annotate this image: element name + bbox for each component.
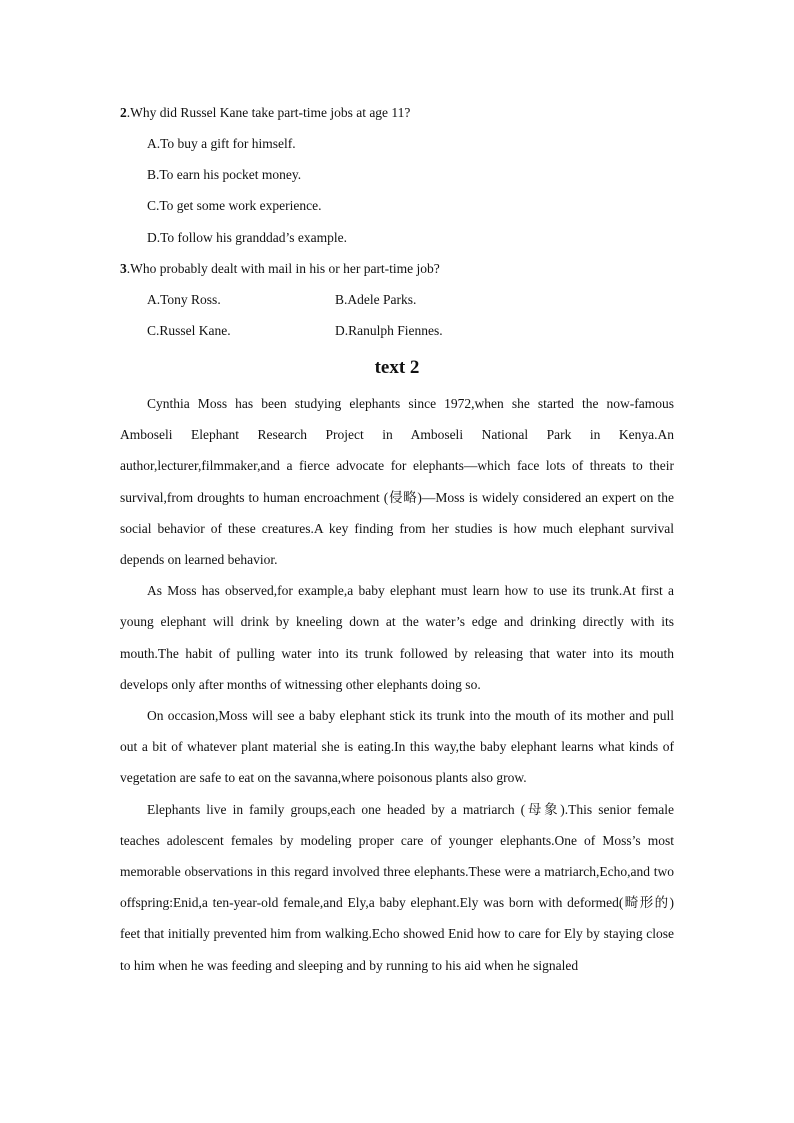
passage-text [120, 388, 674, 981]
question-3-option-a: A.Tony Ross. [147, 292, 221, 307]
question-2-option-a: A.To buy a gift for himself. [147, 136, 296, 151]
question-2-option-c: C.To get some work experience. [147, 198, 322, 213]
question-text: .Why did Russel Kane take part-time jobs at age 11? [126, 105, 411, 120]
paragraph: As Moss has observed,for example,a baby elephant must learn how to use its trunk.At first a young elephant will drink by kneeling down at the water’s edge and drinking directly with its mouth.The habit of pulling water into its trunk followed by releasing that water into its mouth develops only after months of witnessing other elephants doing so. [120, 583, 674, 692]
paragraph: Cynthia Moss has been studying elephants since 1972,when she started the now-famous Amboseli Elephant Research Project in Amboseli National Park in Kenya.An author,lecturer,filmmaker,and a fierce advocate for elephants—which face lots of threats to their survival,from droughts to human encroachment (侵略)—Moss is widely considered an expert on the social behavior of these creatures.A key finding from her studies is how much elephant survival depends on learned behavior. [120, 396, 674, 568]
question-3-option-d: D.Ranulph Fiennes. [335, 323, 443, 338]
question-2-option-d: D.To follow his granddad’s example. [147, 230, 348, 245]
question-2 [120, 105, 410, 121]
question-2-option-b: B.To earn his pocket money. [147, 167, 302, 182]
question-number: 2 [120, 105, 127, 120]
question-text: .Who probably dealt with mail in his or her part-time job? [126, 261, 440, 276]
paragraph: On occasion,Moss will see a baby elephant stick its trunk into the mouth of its mother and pull out a bit of whatever plant material she is eating.In this way,the baby elephant learns what kinds of vegetation are safe to eat on the savanna,where poisonous plants also grow. [120, 708, 674, 786]
question-number: 3 [120, 261, 127, 276]
question-3-option-c: C.Russel Kane. [147, 323, 231, 338]
paragraph: Elephants live in family groups,each one headed by a matriarch (母象).This senior female teaches adolescent females by modeling proper care of younger elephants.One of Moss’s most memorable observations in this regard involved three elephants.These were a matriarch,Echo,and two offspring:Enid,a ten-year-old female,and Ely,a baby elephant.Ely was born with deformed(畸形的) feet that initially prevented him from walking.Echo showed Enid how to care for Ely by staying close to him when he was feeding and sleeping and by running to his aid when he signaled [120, 801, 674, 973]
section-title: text 2 [374, 357, 420, 378]
question-3-option-b: B.Adele Parks. [335, 292, 417, 307]
question-3 [120, 261, 440, 277]
